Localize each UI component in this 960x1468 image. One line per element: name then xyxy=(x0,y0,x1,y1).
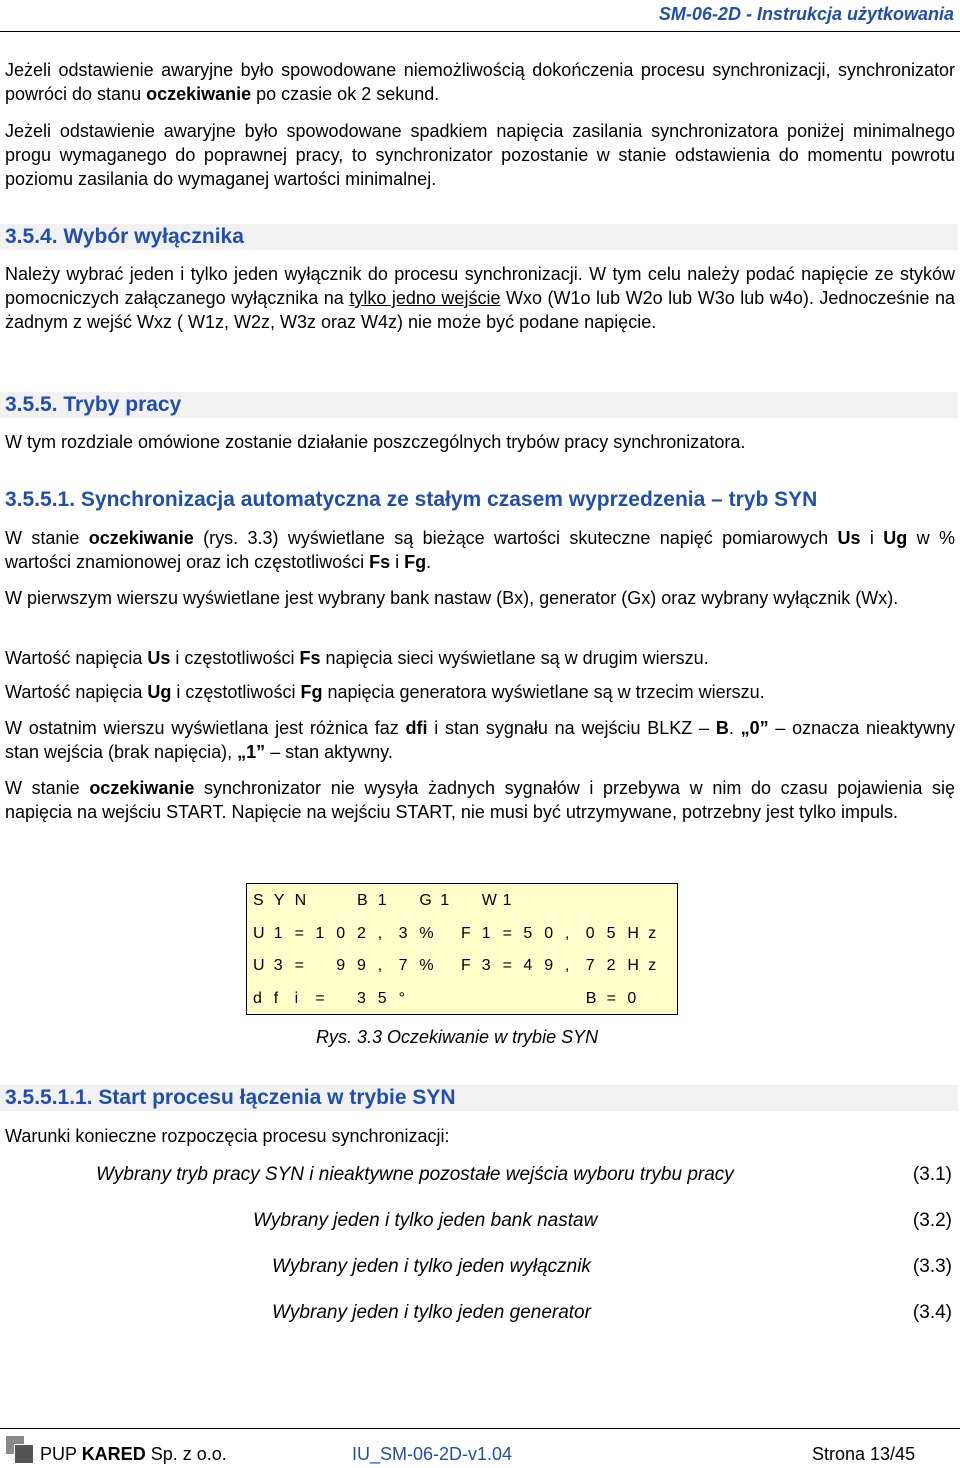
lcd-char: ° xyxy=(398,989,405,1007)
t: W ostatnim wierszu wyświetlana jest różnica faz xyxy=(5,718,406,738)
lcd-char: 3 xyxy=(357,989,366,1007)
lcd-char: , xyxy=(565,957,570,974)
lcd-char: i xyxy=(294,989,299,1007)
t: Sp. z o.o. xyxy=(145,1444,227,1464)
underlined-text: tylko jedno wejście xyxy=(349,288,501,308)
intro-paragraph-2: Jeżeli odstawienie awaryjne było spowodowane spadkiem napięcia zasilania synchronizatora poniżej minimalnego progu wymaganego do poprawnej pracy, to synchronizator pozostanie w stanie odstawienia do momentu powrotu poziomu zasilania do wymaganej wartości minimalnej. xyxy=(5,121,955,189)
t: (rys. 3.3) wyświetlane są bieżące wartości skuteczne napięć pomiarowych xyxy=(193,528,838,548)
t: – oznacza nieaktywny stan wejścia (brak napięcia), xyxy=(5,718,956,762)
lcd-char: 5 xyxy=(523,924,533,942)
lcd-row-4 xyxy=(247,983,679,1015)
text: Jeżeli odstawienie awaryjne było spowodowane niemożliwością dokończenia procesu synchronizacji, synchronizator powróci do stanu xyxy=(5,60,955,104)
lcd-row-1 xyxy=(247,885,679,917)
lcd-char: 0 xyxy=(544,924,554,942)
t: . xyxy=(426,552,432,572)
t: napięcia sieci wyświetlane są w drugim wierszu. xyxy=(320,648,709,668)
lcd-char: % xyxy=(419,957,434,974)
paragraph-syn-5 xyxy=(5,716,955,764)
lcd-char: 1 xyxy=(377,892,387,909)
paragraph-syn-2: W pierwszym wierszu wyświetlane jest wybrany bank nastaw (Bx), generator (Gx) oraz wybrany wyłącznik (Wx). xyxy=(5,588,899,608)
lcd-char: 0 xyxy=(627,989,637,1007)
lcd-char: F xyxy=(461,957,471,974)
lcd-char: B xyxy=(585,989,597,1007)
lcd-char: z xyxy=(648,957,657,974)
t: i stan sygnału na wejściu BLKZ – xyxy=(427,718,716,738)
t: W stanie xyxy=(5,778,90,798)
lcd-char: B xyxy=(357,892,368,909)
condition-3: Wybrany jeden i tylko jeden wyłącznik xyxy=(272,1256,591,1277)
condition-2-number: (3.2) xyxy=(912,1210,952,1231)
lcd-char: N xyxy=(294,892,307,909)
lcd-char: 5 xyxy=(606,924,616,942)
lcd-char: 7 xyxy=(398,957,408,974)
t: i częstotliwości xyxy=(171,682,301,702)
paragraph-syn-6 xyxy=(5,776,955,824)
lcd-char: = xyxy=(606,989,616,1007)
lcd-char: 9 xyxy=(544,957,554,974)
heading-3-5-5-1: 3.5.5.1. Synchronizacja automatyczna ze stałym czasem wyprzedzenia – tryb SYN xyxy=(5,488,818,511)
lcd-char: d xyxy=(253,989,262,1007)
heading-3-5-5: 3.5.5. Tryby pracy xyxy=(0,392,958,418)
company-logo-icon xyxy=(6,1436,32,1462)
t: Wartość napięcia xyxy=(5,648,148,668)
condition-4: Wybrany jeden i tylko jeden generator xyxy=(272,1302,591,1323)
lcd-char: = xyxy=(294,924,304,942)
b: Fg xyxy=(404,552,427,572)
lcd-char: 1 xyxy=(481,924,491,942)
conditions-intro: Warunki konieczne rozpoczęcia procesu synchronizacji: xyxy=(5,1126,450,1146)
lcd-char: 1 xyxy=(315,924,325,942)
lcd-char: 0 xyxy=(336,924,346,942)
lcd-char: = xyxy=(502,957,512,974)
document-header-title: SM-06-2D - Instrukcja użytkowania xyxy=(658,4,954,24)
b: oczekiwanie xyxy=(89,778,195,798)
text: Należy wybrać jeden i tylko jeden wyłącznik do procesu synchronizacji. W tym celu należy podać napięcie ze styków pomocniczych załączanego wyłącznika na xyxy=(5,264,955,308)
lcd-char: 3 xyxy=(398,924,408,942)
t: w % wartości znamionowej oraz ich częstotliwości xyxy=(5,528,955,572)
t: i xyxy=(860,528,884,548)
lcd-char: W xyxy=(481,892,497,909)
text: Wxo (W1o lub W2o lub W3o lub w4o). Jednocześnie na żadnym z wejść Wxz ( W1z, W2z, W3z oraz W4z) nie może być podane napięcie. xyxy=(5,288,955,332)
t: PUP xyxy=(40,1444,82,1464)
b: B xyxy=(715,718,729,738)
t: napięcia generatora wyświetlane są w trzecim wierszu. xyxy=(322,682,765,702)
lcd-char: Y xyxy=(273,892,285,909)
lcd-char: 0 xyxy=(585,924,595,942)
lcd-char: , xyxy=(565,924,570,942)
condition-1-number: (3.1) xyxy=(912,1164,952,1185)
t: i częstotliwości xyxy=(170,648,300,668)
lcd-char: 1 xyxy=(440,892,450,909)
footer-page-number: Strona 13/45 xyxy=(812,1444,916,1464)
b: Fs xyxy=(299,648,321,668)
paragraph-3-5-5: W tym rozdziale omówione zostanie działanie poszczególnych trybów pracy synchronizatora. xyxy=(5,432,746,452)
condition-1: Wybrany tryb pracy SYN i nieaktywne pozostałe wejścia wyboru trybu pracy xyxy=(96,1164,734,1185)
b: dfi xyxy=(405,718,428,738)
t: synchronizator nie wysyła żadnych sygnałów i przebywa w nim do czasu pojawienia się napięcia na wejściu START. Napięcie na wejściu START, nie musi być utrzymywane, potrzebny jest tylko impuls. xyxy=(5,778,955,822)
bold-term: oczekiwanie xyxy=(146,84,252,104)
lcd-char: 5 xyxy=(377,989,387,1007)
b: KARED xyxy=(81,1444,146,1464)
lcd-char: 2 xyxy=(606,957,616,974)
lcd-char: % xyxy=(419,924,434,942)
lcd-row-2 xyxy=(247,918,679,950)
lcd-char: 7 xyxy=(585,957,595,974)
intro-paragraph-1 xyxy=(5,58,955,106)
figure-caption: Rys. 3.3 Oczekiwanie w trybie SYN xyxy=(316,1027,599,1047)
b: Us xyxy=(837,528,861,548)
b: Ug xyxy=(883,528,908,548)
lcd-char: H xyxy=(627,957,639,974)
b: Fs xyxy=(369,552,391,572)
lcd-char: 4 xyxy=(523,957,533,974)
footer-doc-id: IU_SM-06-2D-v1.04 xyxy=(352,1444,513,1464)
t: i xyxy=(390,552,405,572)
lcd-char: = xyxy=(294,957,304,974)
lcd-char: 3 xyxy=(481,957,491,974)
footer-company xyxy=(40,1444,227,1465)
heading-3-5-4: 3.5.4. Wybór wyłącznika xyxy=(0,224,958,250)
lcd-char: z xyxy=(648,924,657,942)
b: Us xyxy=(147,648,171,668)
lcd-char: G xyxy=(419,892,432,909)
lcd-char: f xyxy=(273,989,279,1007)
paragraph-syn-4 xyxy=(5,680,955,704)
condition-4-number: (3.4) xyxy=(912,1302,952,1323)
b: oczekiwanie xyxy=(88,528,194,548)
lcd-char: 2 xyxy=(357,924,366,942)
header-rule xyxy=(0,31,960,32)
lcd-char: H xyxy=(627,924,639,942)
footer-rule xyxy=(0,1428,960,1429)
t: W stanie xyxy=(5,528,89,548)
lcd-char: 1 xyxy=(273,924,283,942)
paragraph-syn-3 xyxy=(5,646,955,670)
lcd-char: U xyxy=(253,924,265,942)
condition-3-number: (3.3) xyxy=(912,1256,952,1277)
lcd-char: 3 xyxy=(273,957,283,974)
lcd-char: , xyxy=(377,957,383,974)
lcd-display-figure xyxy=(246,883,678,1015)
lcd-char: = xyxy=(502,924,512,942)
b: „0” xyxy=(740,718,769,738)
lcd-char: 9 xyxy=(336,957,346,974)
text: po czasie ok 2 sekund. xyxy=(251,84,440,104)
t: Wartość napięcia xyxy=(5,682,148,702)
paragraph-3-5-4 xyxy=(5,262,955,334)
lcd-char: , xyxy=(377,924,383,942)
t: – stan aktywny. xyxy=(265,742,393,762)
lcd-char: = xyxy=(315,989,325,1007)
t: . xyxy=(728,718,741,738)
lcd-char: 1 xyxy=(502,892,512,909)
paragraph-syn-1 xyxy=(5,526,955,574)
condition-2: Wybrany jeden i tylko jeden bank nastaw xyxy=(253,1210,598,1231)
b: „1” xyxy=(237,742,266,762)
lcd-char: S xyxy=(253,892,264,909)
b: Fg xyxy=(300,682,323,702)
b: Ug xyxy=(147,682,172,702)
lcd-char: 9 xyxy=(357,957,366,974)
lcd-char: F xyxy=(461,924,471,942)
heading-3-5-5-1-1: 3.5.5.1.1. Start procesu łączenia w trybie SYN xyxy=(0,1085,958,1111)
lcd-row-3 xyxy=(247,950,679,982)
lcd-char: U xyxy=(253,957,265,974)
